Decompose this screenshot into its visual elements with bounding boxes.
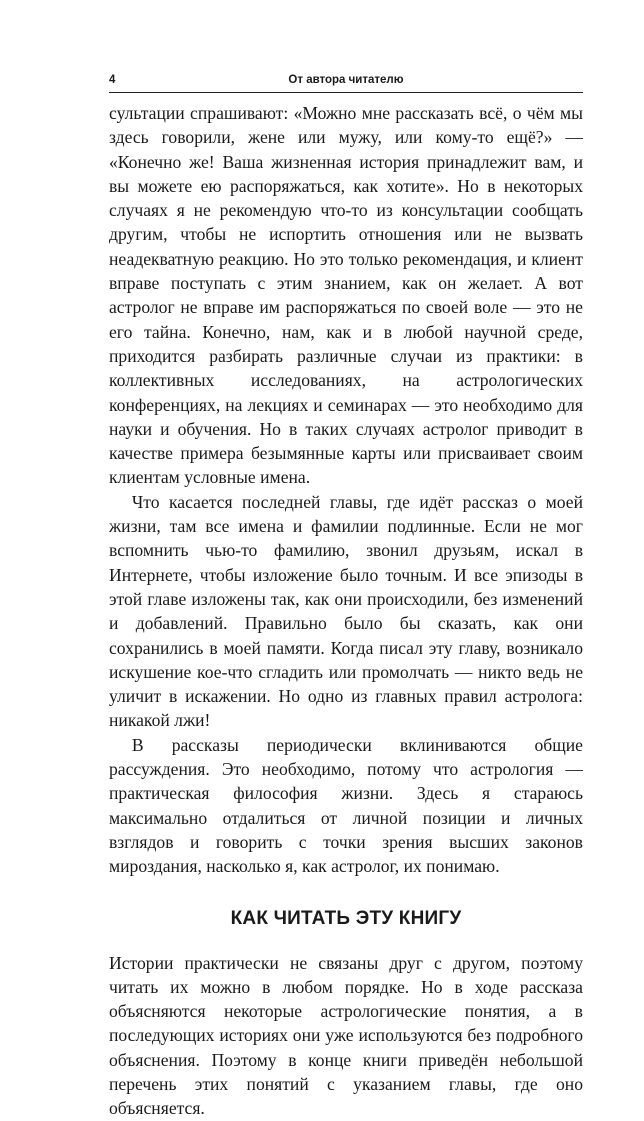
section-heading: КАК ЧИТАТЬ ЭТУ КНИГУ [230, 907, 462, 929]
running-title: От автора читателю [288, 74, 404, 86]
body-text [109, 101, 583, 1121]
paragraph: Истории практически не связаны друг с другом, поэтому читать их можно в любом порядке. Но в ходе рассказа объясняются некоторые астрологические понятия, а в последующих историях они уже используются без подробного объяснения. Поэтому в конце книги приведён небольшой перечень этих понятий с указанием главы, где оно объясняется. [109, 952, 583, 1119]
header-rule [109, 92, 583, 93]
paragraph: Что касается последней главы, где идёт рассказ о моей жизни, там все имена и фамилии подлинные. Если не мог вспомнить чью-то фамилию, звонил друзьям, искал в Интернете, чтобы изложение было точным. И все эпизоды в этой главе изложены так, как они происходили, без изменений и добавлений. Правильно было бы сказать, как они сохранились в моей памяти. Когда писал эту главу, возникало искушение кое-что сгладить или промолчать — никто ведь не уличит в искажении. Но одно из главных правил астролога: никакой лжи! [109, 491, 583, 731]
running-header [109, 72, 583, 90]
page-number: 4 [109, 74, 116, 86]
paragraph: В рассказы периодически вклиниваются общие рассуждения. Это необходимо, потому что астрология — практическая философия жизни. Здесь я стараюсь максимально отдалиться от личной позиции и личных взглядов и говорить с точки зрения высших законов мироздания, насколько я, как астролог, их понимаю. [109, 734, 583, 877]
paragraph-continued: сультации спрашивают: «Можно мне рассказать всё, о чём мы здесь говорили, жене или мужу, или кому-то ещё?» — «Конечно же! Ваша жизненная история принадлежит вам, и вы можете ею распоряжаться, как хотите». Но в некоторых случаях я не рекомендую что-то из консультации сообщать другим, чтобы не испортить отношения или не вызвать неадекватную реакцию. Но это только рекомендация, и клиент вправе поступать с этим знанием, как он желает. А вот астролог не вправе им распоряжаться по своей воле — это не его тайна. Конечно, нам, как и в любой научной среде, приходится разбирать различные случаи из практики: в коллективных исследованиях, на астрологических конференциях, на лекциях и семинарах — это необходимо для науки и обучения. Но в таких случаях астролог приводит в качестве примера безымянные карты или присваивает своим клиентам условные имена. [109, 103, 583, 488]
